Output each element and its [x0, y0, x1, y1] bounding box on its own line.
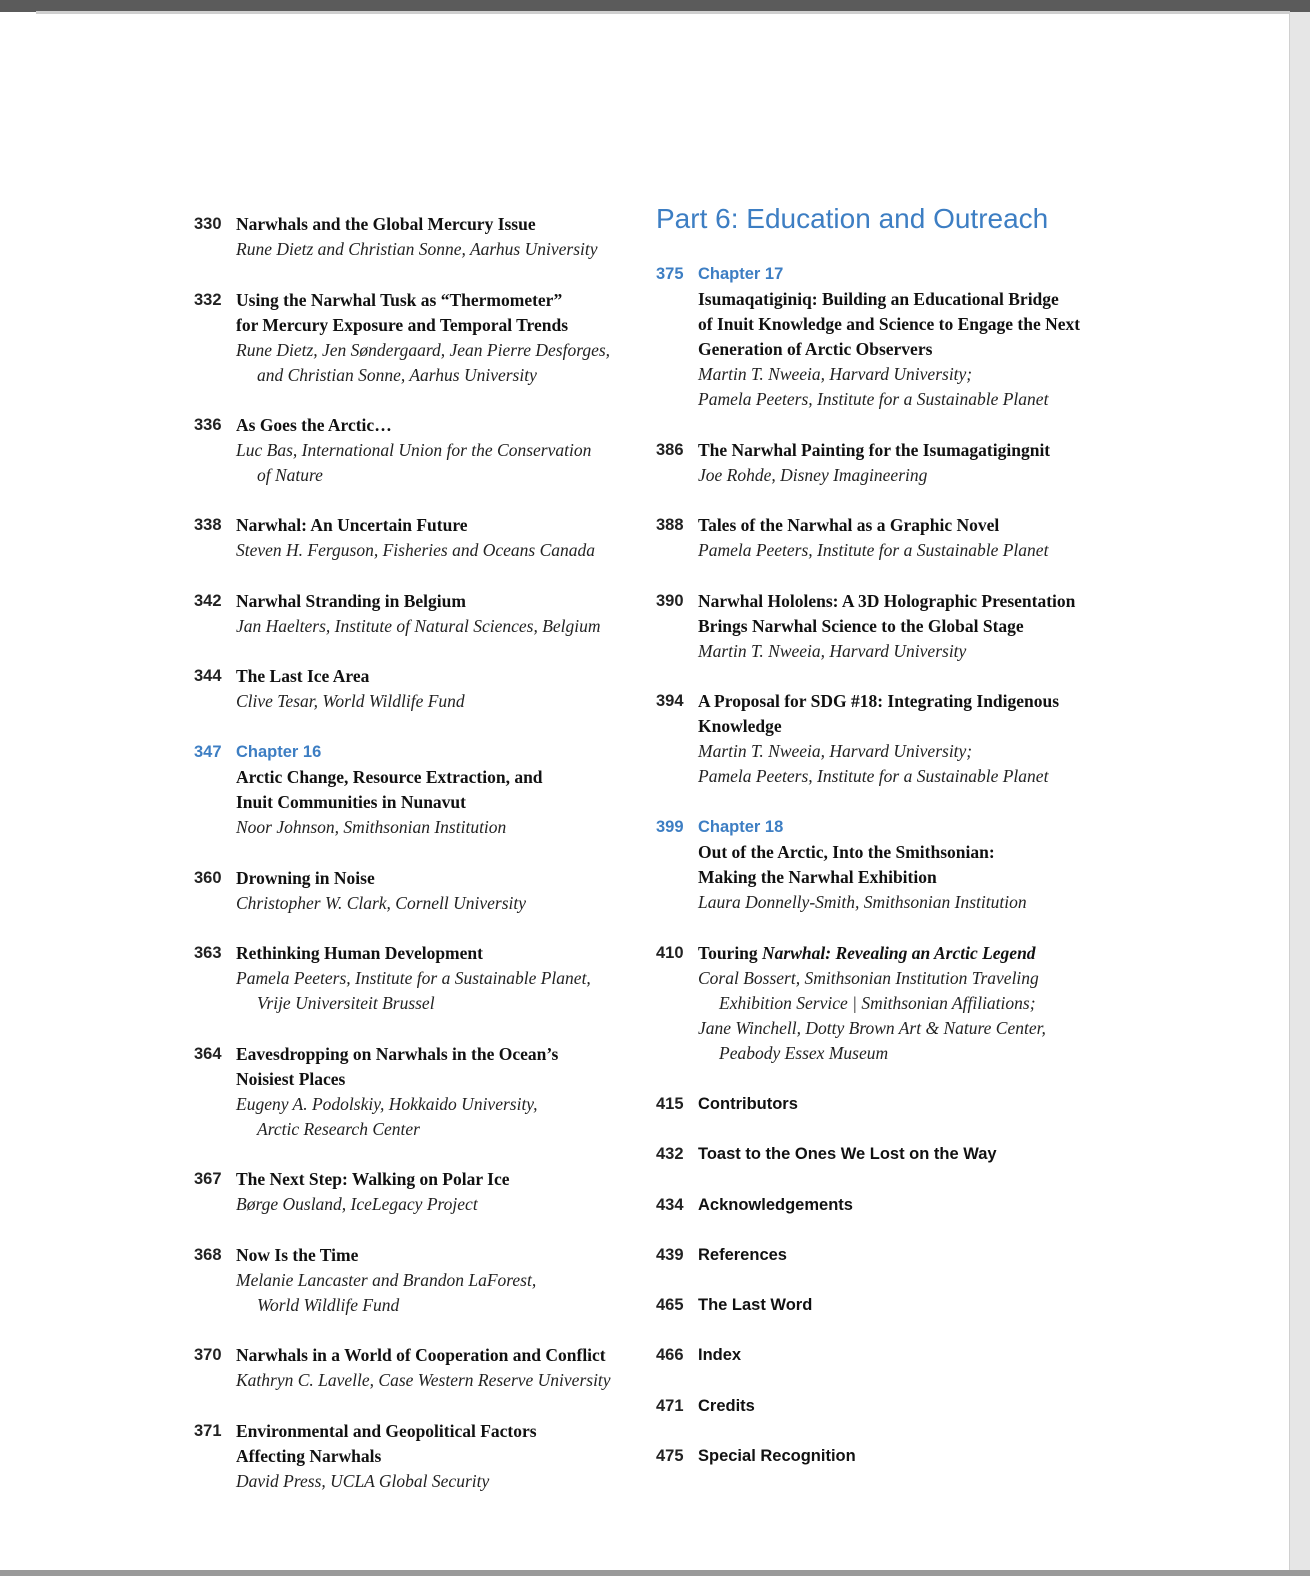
entry-author: Kathryn C. Lavelle, Case Western Reserve University: [236, 1370, 611, 1390]
chapter-label: Chapter 18: [698, 818, 784, 836]
page-number: 434: [656, 1196, 684, 1214]
entry-title: The Last Ice Area: [236, 666, 370, 686]
entry-title: Drowning in Noise: [236, 868, 375, 888]
page-number: 386: [656, 441, 684, 459]
page-number: 465: [656, 1296, 684, 1314]
entry-author-cont: Exhibition Service | Smithsonian Affiliations;: [719, 993, 1036, 1013]
entry-author: Martin T. Nweeia, Harvard University;: [698, 741, 973, 761]
entry-author: Pamela Peeters, Institute for a Sustainable Planet,: [236, 968, 591, 988]
page-number: 338: [194, 516, 222, 534]
entry-title-cont: Making the Narwhal Exhibition: [698, 867, 937, 887]
page-number: 466: [656, 1346, 684, 1364]
entry-author: Luc Bas, International Union for the Conservation: [236, 440, 592, 460]
entry-title: Narwhals in a World of Cooperation and Conflict: [236, 1345, 606, 1365]
entry-title: Narwhal Stranding in Belgium: [236, 591, 466, 611]
chapter-label: Chapter 16: [236, 743, 322, 761]
entry-author-cont: Arctic Research Center: [257, 1119, 420, 1139]
entry-author: Coral Bossert, Smithsonian Institution Traveling: [698, 968, 1039, 988]
entry-author: Jan Haelters, Institute of Natural Sciences, Belgium: [236, 616, 601, 636]
page-number: 344: [194, 667, 222, 685]
page-number: 330: [194, 215, 222, 233]
part-heading: Part 6: Education and Outreach: [656, 203, 1049, 234]
entry-title-cont: Knowledge: [698, 716, 782, 736]
entry-author: Laura Donnelly-Smith, Smithsonian Institution: [698, 892, 1027, 912]
entry-author: Martin T. Nweeia, Harvard University: [698, 641, 967, 661]
entry-author: Clive Tesar, World Wildlife Fund: [236, 691, 465, 711]
entry-title: Eavesdropping on Narwhals in the Ocean’s: [236, 1044, 559, 1064]
page-bottom-edge: [0, 1570, 1310, 1576]
page-number: 471: [656, 1397, 684, 1415]
entry-title-cont: Inuit Communities in Nunavut: [236, 792, 466, 812]
entry-author-cont: Pamela Peeters, Institute for a Sustainable Planet: [698, 389, 1049, 409]
entry-title: References: [698, 1246, 787, 1264]
entry-title: Narwhals and the Global Mercury Issue: [236, 214, 536, 234]
entry-title: The Next Step: Walking on Polar Ice: [236, 1169, 510, 1189]
entry-author-cont: of Nature: [257, 465, 323, 485]
page-number: 368: [194, 1246, 222, 1264]
entry-title: [698, 941, 1118, 966]
entry-title: Contributors: [698, 1095, 798, 1113]
page-number: 439: [656, 1246, 684, 1264]
entry-author: Steven H. Ferguson, Fisheries and Oceans Canada: [236, 540, 596, 560]
page-number: 432: [656, 1145, 684, 1163]
entry-author: Pamela Peeters, Institute for a Sustainable Planet: [698, 540, 1049, 560]
entry-author-cont: Vrije Universiteit Brussel: [257, 993, 435, 1013]
page-number: 363: [194, 944, 222, 962]
entry-title: Now Is the Time: [236, 1245, 359, 1265]
page-right-edge: [1289, 12, 1310, 1576]
page-number: 336: [194, 416, 222, 434]
page-number: 332: [194, 291, 222, 309]
entry-title: As Goes the Arctic…: [236, 415, 392, 435]
entry-author-cont: Pamela Peeters, Institute for a Sustainable Planet: [698, 766, 1049, 786]
entry-title: Isumaqatiginiq: Building an Educational Bridge: [698, 289, 1059, 309]
entry-title: Credits: [698, 1397, 755, 1415]
entry-author-cont: Peabody Essex Museum: [719, 1043, 889, 1063]
entry-title: A Proposal for SDG #18: Integrating Indigenous: [698, 691, 1060, 711]
entry-title: Rethinking Human Development: [236, 943, 483, 963]
page-number: 375: [656, 265, 684, 283]
entry-author: Joe Rohde, Disney Imagineering: [698, 465, 928, 485]
entry-author: David Press, UCLA Global Security: [236, 1471, 490, 1491]
page-number: 415: [656, 1095, 684, 1113]
entry-title: Special Recognition: [698, 1447, 856, 1465]
page-number: 399: [656, 818, 684, 836]
entry-title-cont: Affecting Narwhals: [236, 1446, 382, 1466]
entry-title: Using the Narwhal Tusk as “Thermometer”: [236, 290, 563, 310]
page-number: 388: [656, 516, 684, 534]
entry-title: The Narwhal Painting for the Isumagatigingnit: [698, 440, 1051, 460]
entry-title: Toast to the Ones We Lost on the Way: [698, 1145, 997, 1163]
page-number: 394: [656, 692, 684, 710]
entry-author: Eugeny A. Podolskiy, Hokkaido University,: [236, 1094, 538, 1114]
viewer-top-rule: [36, 11, 1290, 14]
entry-title-cont: of Inuit Knowledge and Science to Engage the Next: [698, 314, 1081, 334]
entry-author-cont: World Wildlife Fund: [257, 1295, 400, 1315]
page-number: 371: [194, 1422, 222, 1440]
entry-title: Arctic Change, Resource Extraction, and: [236, 767, 543, 787]
entry-title: Narwhal: An Uncertain Future: [236, 515, 468, 535]
entry-title: Index: [698, 1346, 742, 1364]
page-number: 475: [656, 1447, 684, 1465]
entry-author: Melanie Lancaster and Brandon LaForest,: [236, 1270, 537, 1290]
page-number: 347: [194, 743, 222, 761]
entry-author: Børge Ousland, IceLegacy Project: [236, 1194, 478, 1214]
entry-title: Acknowledgements: [698, 1196, 853, 1214]
entry-title: Tales of the Narwhal as a Graphic Novel: [698, 515, 1000, 535]
entry-title-italic: Narwhal: Revealing an Arctic Legend: [762, 943, 1036, 963]
entry-title-cont: Noisiest Places: [236, 1069, 346, 1089]
chapter-label: Chapter 17: [698, 265, 784, 283]
page-number: 360: [194, 869, 222, 887]
page-number: 410: [656, 944, 684, 962]
entry-title: Narwhal Hololens: A 3D Holographic Presentation: [698, 591, 1076, 611]
entry-title-cont: Generation of Arctic Observers: [698, 339, 933, 359]
entry-title-prefix: Touring: [698, 943, 763, 963]
entry-title-cont: Brings Narwhal Science to the Global Stage: [698, 616, 1024, 636]
entry-author: Jane Winchell, Dotty Brown Art & Nature Center,: [698, 1018, 1046, 1038]
entry-author-cont: and Christian Sonne, Aarhus University: [257, 365, 537, 385]
entry-author: Noor Johnson, Smithsonian Institution: [236, 817, 507, 837]
entry-author: Martin T. Nweeia, Harvard University;: [698, 364, 973, 384]
page-number: 370: [194, 1346, 222, 1364]
entry-title: The Last Word: [698, 1296, 813, 1314]
entry-author: Rune Dietz and Christian Sonne, Aarhus University: [236, 239, 598, 259]
entry-title-cont: for Mercury Exposure and Temporal Trends: [236, 315, 569, 335]
page-number: 364: [194, 1045, 222, 1063]
page-number: 390: [656, 592, 684, 610]
page-number: 342: [194, 592, 222, 610]
entry-title: Out of the Arctic, Into the Smithsonian:: [698, 842, 995, 862]
page-number: 367: [194, 1170, 222, 1188]
entry-author: Rune Dietz, Jen Søndergaard, Jean Pierre Desforges,: [236, 340, 611, 360]
entry-author: Christopher W. Clark, Cornell University: [236, 893, 527, 913]
entry-title: Environmental and Geopolitical Factors: [236, 1421, 537, 1441]
